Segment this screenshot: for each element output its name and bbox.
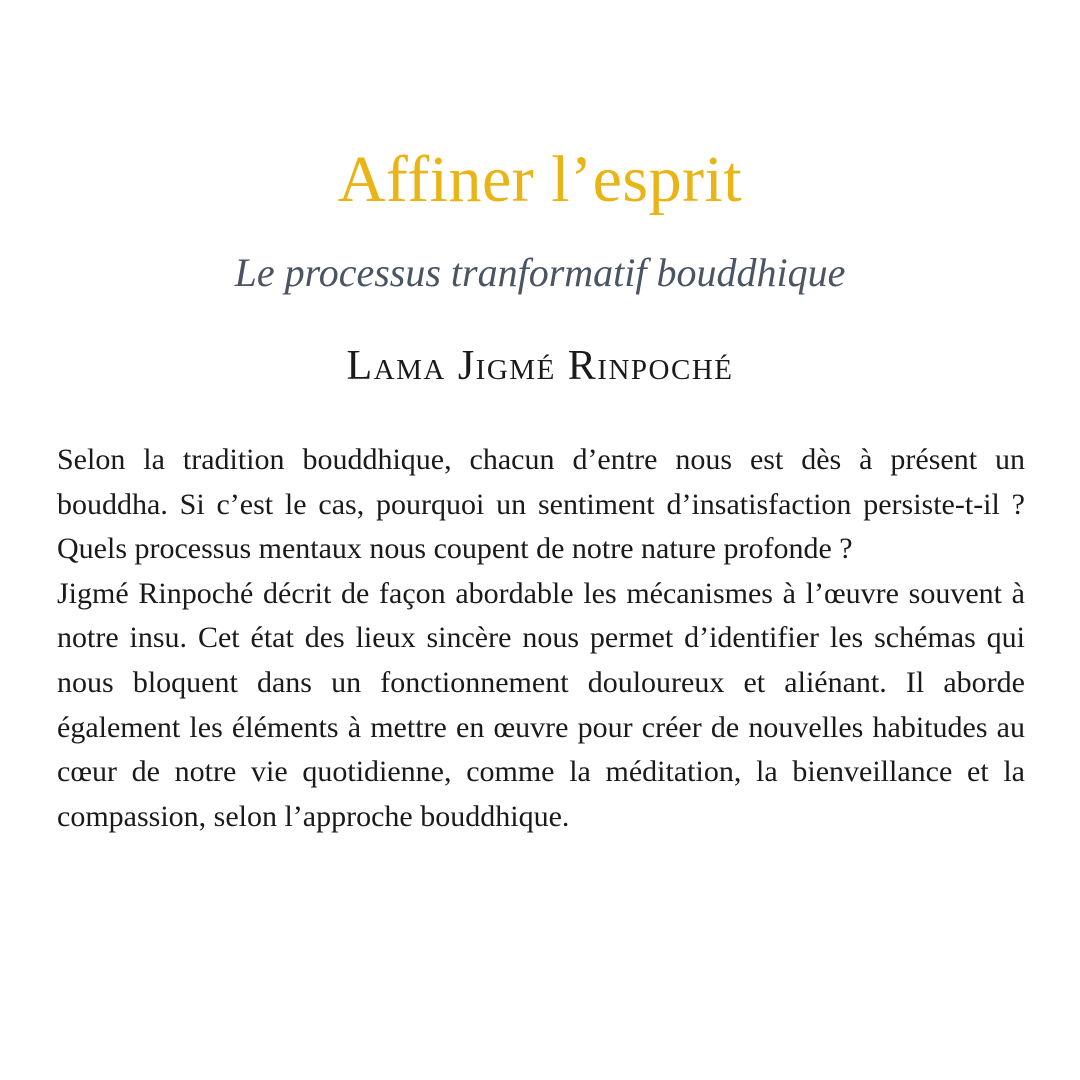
book-author: Lama Jigmé Rinpoché [346,343,734,389]
book-subtitle: Le processus tranformatif bouddhique [234,250,846,295]
description-paragraph: Selon la tradition bouddhique, chacun d’entre nous est dès à présent un bouddha. Si c’est le cas, pourquoi un sentiment d’insatisfaction persiste-t-il ? Quels processus mentaux nous coupent de notre nature profonde ? [57,443,1025,566]
description-paragraph: Jigmé Rinpoché décrit de façon abordable les mécanismes à l’œuvre souvent à notre insu. Cet état des lieux sincère nous permet d’identifier les schémas qui nous bloquent dans un fonctionnement douloureux et aliénant. Il aborde également les éléments à mettre en œuvre pour créer de nouvelles habitudes au cœur de notre vie quotidienne, comme la méditation, la bienveillance et la compassion, selon l’approche bouddhique. [57,576,1025,833]
book-description [57,438,1025,839]
book-title: Affiner l’esprit [337,143,743,216]
